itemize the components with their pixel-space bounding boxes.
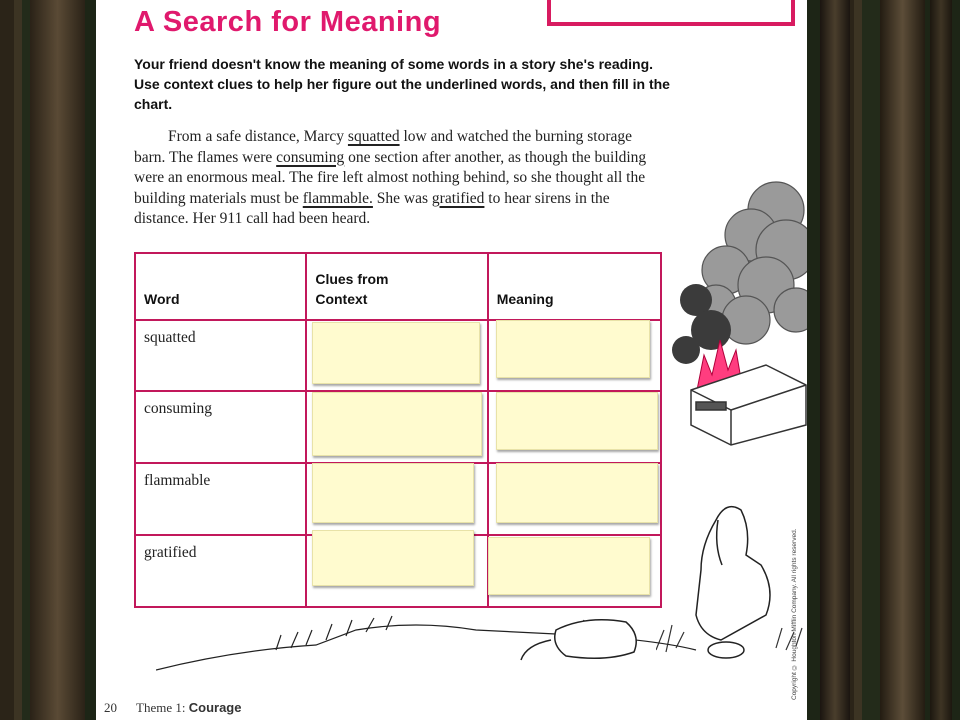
tree-trunk	[880, 0, 925, 720]
word-cell: flammable	[135, 463, 306, 535]
sticky-note-clues-squatted[interactable]	[312, 322, 480, 384]
sticky-note-meaning-squatted[interactable]	[496, 320, 650, 378]
page-number: 20	[104, 700, 117, 715]
tree-trunk	[930, 0, 952, 720]
sticky-note-clues-flammable[interactable]	[312, 463, 474, 523]
sticky-note-clues-gratified[interactable]	[312, 530, 474, 586]
story-text: to hear sirens in the distance. Her 911 call had been heard.	[134, 189, 610, 227]
word-cell: consuming	[135, 391, 306, 463]
theme-name: Courage	[188, 700, 242, 715]
sticky-note-meaning-gratified[interactable]	[488, 537, 650, 595]
copyright-notice: Copyright © Houghton Mifflin Company. All rights reserved.	[791, 528, 798, 700]
underlined-word: gratified	[431, 189, 485, 207]
title-banner	[547, 0, 795, 26]
worksheet-page	[96, 0, 807, 720]
story-text: one section after another, as though the building were an enormous meal. The fire left almost nothing behind, so she thought all the building materials must be	[134, 148, 647, 207]
sticky-note-meaning-flammable[interactable]	[496, 463, 658, 523]
page-footer	[104, 700, 241, 716]
header-meaning: Meaning	[488, 253, 661, 320]
underlined-word: flammable.	[302, 189, 373, 207]
story-paragraph	[134, 127, 664, 230]
story-text: low and watched the burning storage barn. The flames were	[134, 128, 633, 166]
backpack-shape	[521, 620, 636, 660]
word-cell: squatted	[135, 320, 306, 392]
sticky-note-clues-consuming[interactable]	[312, 392, 482, 456]
underlined-word: squatted	[347, 128, 400, 145]
instructions: Your friend doesn't know the meaning of some words in a story she's reading. Use context clues to help her figure out the underlined words, and then fill in the chart.	[134, 56, 670, 112]
page-title: A Search for Meaning	[134, 6, 442, 38]
story-text: From a safe distance, Marcy	[168, 128, 348, 145]
theme-label: Theme 1:	[136, 700, 189, 715]
sticky-note-meaning-consuming[interactable]	[496, 392, 658, 450]
header-clues: Clues from Context	[306, 253, 487, 320]
header-word: Word	[135, 253, 306, 320]
tree-trunk	[820, 0, 850, 720]
tree-trunk	[30, 0, 85, 720]
word-cell: gratified	[135, 535, 306, 607]
underlined-word: consuming	[276, 148, 345, 166]
story-text: She was	[372, 189, 432, 207]
